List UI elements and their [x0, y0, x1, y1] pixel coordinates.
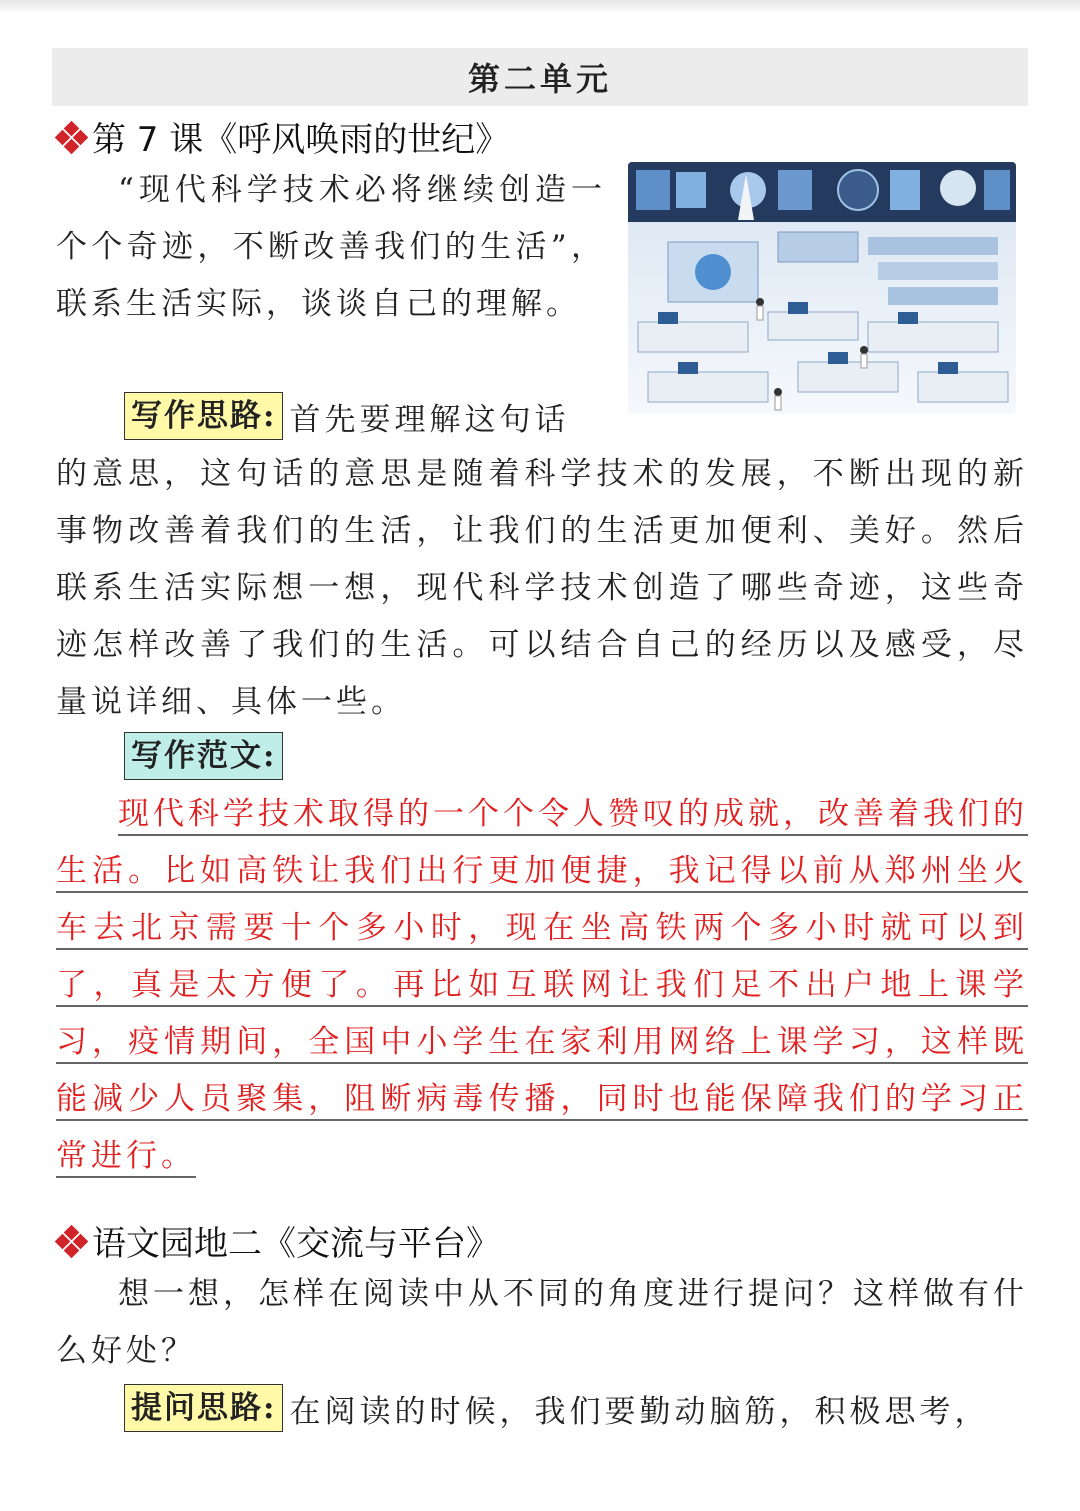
question-idea-label: 提问思路: [124, 1384, 283, 1432]
science-lab-illustration [628, 162, 1016, 414]
writing-idea-start: 首先要理解这句话 [289, 401, 570, 438]
sample-essay-label-row [124, 732, 283, 780]
lesson-2-idea-row [124, 1384, 989, 1432]
top-shadow-bar [0, 0, 1080, 14]
lesson-7-question: “现代科学技术必将继续创造一个个奇迹，不断改善我们的生活”，联系生活实际，谈谈自己的理解。 [56, 172, 606, 322]
lesson-7-idea-row [124, 392, 569, 440]
lesson-7-heading [56, 112, 509, 161]
lesson-2-title: 语文园地二《交流与平台》 [92, 1224, 500, 1264]
sample-essay [56, 786, 1028, 1185]
sample-essay-text: 现代科学技术取得的一个个令人赞叹的成就，改善着我们的生活。比如高铁让我们出行更加便捷，我记得以前从郑州坐火车去北京需要十个多小时，现在坐高铁两个多小时就可以到了，真是太方便了。再比如互联网让我们足不出户地上课学习，疫情期间，全国中小学生在家利用网络上课学习，这样既能减少人员聚集，阻断病毒传播，同时也能保障我们的学习正常进行。 [56, 796, 1028, 1174]
diamond-bullet-icon [56, 122, 86, 152]
lesson-7-title: 第 7 课《呼风唤雨的世纪》 [92, 120, 510, 160]
diamond-bullet-icon [56, 1226, 86, 1256]
unit-header [52, 48, 1028, 106]
question-idea-start: 在阅读的时候，我们要勤动脑筋，积极思考， [289, 1393, 990, 1430]
writing-idea-text: 的意思，这句话的意思是随着科学技术的发展，不断出现的新事物改善着我们的生活，让我们的生活更加便利、美好。然后联系生活实际想一想，现代科学技术创造了哪些奇迹，这些奇迹怎样改善了我们的生活。可以结合自己的经历以及感受，尽量说详细、具体一些。 [56, 456, 1028, 720]
sample-essay-label: 写作范文: [124, 732, 283, 780]
unit-title: 第二单元 [467, 60, 612, 98]
lesson-2-question: 想一想，怎样在阅读中从不同的角度进行提问？这样做有什么好处？ [56, 1276, 1028, 1369]
writing-idea-label: 写作思路: [124, 392, 283, 440]
lesson-2-heading [56, 1216, 500, 1265]
